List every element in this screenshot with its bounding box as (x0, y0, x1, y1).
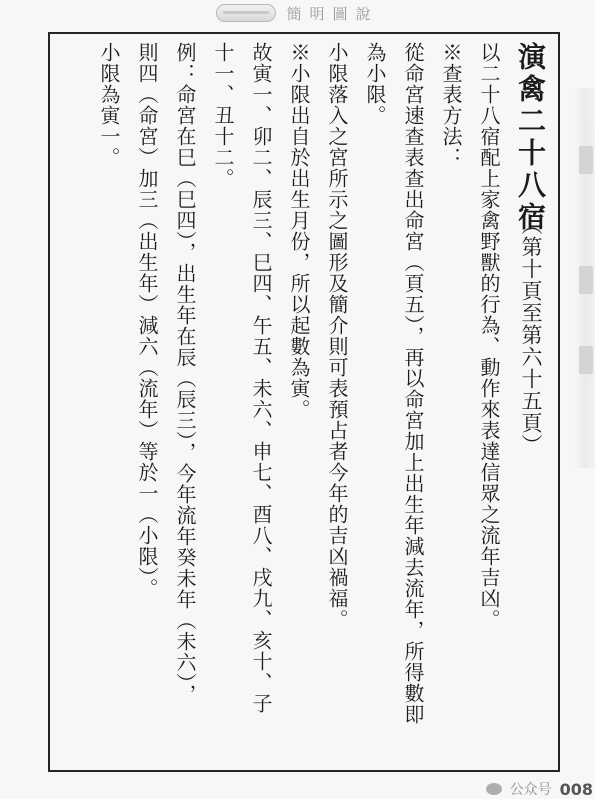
edge-mark-top (579, 146, 593, 174)
header-ornament (216, 4, 276, 22)
body-column-2: ※查表方法： (439, 42, 463, 168)
body-column-8: 十一、丑十二。 (211, 42, 235, 189)
body-column-1: 以二十八宿配上家禽野獸的行為、動作來表達信眾之流年吉凶。 (477, 42, 501, 630)
edge-mark-bottom (579, 346, 593, 374)
body-column-10: 則四（命宮）加三（出生年）減六（流年）等於一（小限）。 (135, 42, 159, 599)
body-column-6: ※小限出自於出生月份，所以起數為寅。 (287, 42, 311, 420)
page-title: 演禽二十八宿 (514, 42, 547, 234)
wechat-icon (486, 783, 502, 795)
footer (0, 780, 595, 798)
header (0, 0, 595, 26)
body-column-3: 從命宮速查表查出命宮（頁五），再以命宮加上出生年減去流年，所得數即 (401, 42, 425, 725)
body-column-5: 小限落入之宮所示之圖形及簡介則可表預占者今年的吉凶禍福。 (325, 42, 349, 630)
page-number: 008 (559, 779, 593, 799)
edge-mark-middle (579, 266, 593, 294)
page-edge-decoration (575, 88, 595, 468)
body-column-11: 小限為寅一。 (97, 42, 121, 168)
body-column-4: 為小限。 (363, 42, 387, 126)
page-subtitle: （第十頁至第六十五頁） (519, 214, 543, 456)
body-column-7: 故寅一、卯二、辰三、巳四、午五、未六、申七、酉八、戌九、亥十、子 (249, 42, 273, 714)
header-title: 簡明圖說 (286, 4, 379, 23)
footer-account-label: 公众号 (509, 782, 552, 798)
body-column-9: 例：命宮在巳（巳四），出生年在辰（辰三），今年流年癸未年（未六）， (173, 42, 197, 705)
